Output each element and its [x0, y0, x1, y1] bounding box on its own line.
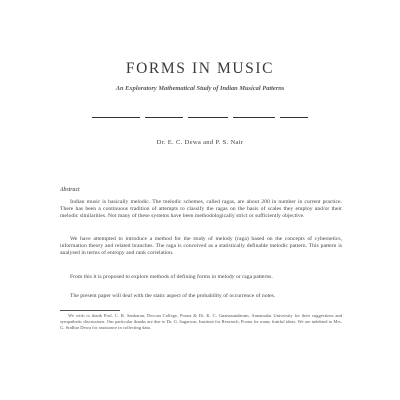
footnote-divider [60, 310, 120, 311]
abstract-paragraph [60, 274, 342, 281]
paragraph-text: The present paper will deal with the static aspect of the probability of occurrence of notes. [70, 293, 276, 299]
paragraph-text: Indian music is basically melodic. The melodic schemes, called ragas, are about 200 in number in current practice. There has been a continuous tradition of attempts to classify the ragas on the basis of scales they employ and/or their melodic similarities. Not many of these systems have been methodologically strict or sufficiently objective. [60, 199, 342, 220]
footnote: We wish to thank Prof. C. R. Sankaran, Deccan College, Poona & Dr. K. C. Gnanasundaram, Annamalai University for their suggestions and sympathetic discussions. Our particular thanks are due to Dr. G. Sagarwar, Institute for Research, Poona for many fruitful ideas. We are indebted to Mrs. G. Sridhar Dewa for assistance in collecting data. [60, 313, 342, 331]
paper-title: FORMS IN MUSIC [125, 60, 275, 77]
paper-subtitle: An Exploratory Mathematical Study of Indian Musical Patterns [115, 85, 285, 92]
paragraph-text: From this it is proposed to explore methods of defining forms in melody or raga patterns. [70, 274, 273, 280]
abstract-heading: Abstract [60, 187, 80, 193]
rule-segment [188, 117, 228, 118]
paragraph-text: We have attempted to introduce a method for the study of melody (raga) based on the concepts of cybernetics, information theory and related branches. The raga is conceived as a statistically definable melodic pattern. This pattern is analysed in terms of entropy and rank correlation. [60, 236, 342, 257]
abstract-paragraph [60, 199, 342, 220]
paper-authors: Dr. E. C. Dewa and P. S. Nair [156, 139, 244, 146]
abstract-paragraph [60, 293, 342, 300]
rule-segment [233, 117, 275, 118]
title-rule [92, 117, 308, 119]
rule-segment [280, 117, 308, 118]
rule-segment [92, 117, 140, 118]
abstract-paragraph [60, 236, 342, 257]
rule-segment [145, 117, 183, 118]
